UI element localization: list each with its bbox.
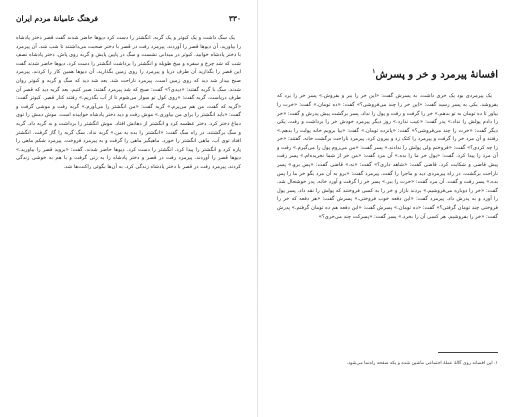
left-page-header [16,14,241,28]
footnote-rule [438,352,498,353]
left-page [0,0,257,417]
chapter-title-text: افسانهٔ پیرمرد و خر و پسرش [375,69,498,81]
right-page-body [277,92,498,221]
chapter-title [277,68,498,80]
footnote: ۱. این افسانه روی گالهٔ عملهٔ اجتماعی ماشین شده و یکه صفحه راه‌نما می‌شود. [346,361,498,366]
page-number: ۳۳۰ [228,14,241,23]
right-page-header [277,14,498,28]
left-page-body [16,34,241,172]
paragraph: یک پیرمردی بود یک خری داشت. به پسرش گفت: «این خر را ببر و بفروش.» پسر خر را برد که بفروشد. یکی به پسر رسید گفت: «این خر را چند می‌فروشی؟» گفت: «ده تومان.» گفت: «خرت را بیاور تا ده تومان به تو بدهم.» خر را گرفت و رفت و پول را نداد. پسر برگشت پیش پدرش و گفت: «خر را دادم پولش را نداد.» پدر گفت: «عیب ندارد.» روز دیگر پیرمرد خودش خر را برداشت و رفت. یکی دیگر گفت: «خرت را چند می‌فروشی؟» گفت: «پانزده تومان.» گفت: «بیا برویم خانه پولت را بدهم.» رفتند و آن مرد خر را گرفت و پیرمرد را کتک زد و بیرون کرد. پیرمرد ناراحت برگشت خانه. گفتند: «خر را چه کردی؟» گفت: «فروختم ولی پولش را ندادند.» پسر گفت: «من می‌روم پول را می‌گیرم.» رفت و آن مرد را پیدا کرد. گفت: «پول خر ما را بده.» آن مرد گفت: «من خر از شما نخریده‌ام.» پسر رفت پیش قاضی و شکایت کرد. قاضی گفت: «شاهد داری؟» گفت: «نه.» قاضی گفت: «پس برو.» پسر ناراحت برگشت. در راه پیرمردی دید و ماجرا را گفت. پیرمرد گفت: «برو به آن مرد بگو خر ما را پس بده.» پسر رفت و گفت. آن مرد گفت: «خرت را ببر.» پسر خر را گرفت و آورد خانه. پدر خوشحال شد. گفت: «خر را دوباره می‌فروشیم.» بردند بازار و خر را به کسی فروختند که پولش را نقد داد. پسر پول را آورد و به پدرش داد. پیرمرد گفت: «این دفعه خوب فروختی.» پسرش گفت: «هر دفعه که خر را فروختی چند تومان گرفتی؟» گفت: «ده تومان.» پسرش گفت: «این دفعه هم ده تومان گرفتم.» پدرش گفت: «خر را بفروشیم. هر کسی آن را بخرد.» پسر گفت: «پسرکت چند می‌خری؟» [277,93,498,220]
right-page [257,0,514,417]
paragraph: یک سگ داشت و یک کبوتر و یک گربه. انگشتر را دست کرد دیوها حاضر شدند گفت قصر دختر پادشاه را بیاورید. آن دیوها قصر را آوردند. پیرمرد رفت در قصر با دختر صحبت می‌داشتند تا شب شد. آن پیرمرد با دختر پادشاه خوابید. کبوتر در میدانی نشست و سگ در پایین پایش و گربه روی پاش. دختر پادشاه نصف شب که شد چرخ و سفره و میخ طویله و انگشتر را برداشت انگشتر را دست کرد، دیوها حاضر شدند گفت این قصر را بگذارید آن طرف دریا و پیرمرد را روی زمین بگذارید. آن دیوها همین کار را کردند. پیرمرد صبح بیدار شد دید که روی زمین است. پیرمرد ناراحت شد. بعد شد دید که سگ و گربه و کبوتر روان شدند. سگ با گربه گفتند: «دیدی؟» گفت: صبح که شد پیرمرد گفتند: صبر کنیم. بعد گربه دید که قصر آن طرف دریاست. گربه گفت: «روی کول تو سوار می‌شوم تا از آب بگذریم.» رفتند کنار قصر. کبوتر گفت: «گربه که گفت، من هم می‌پرم.» گربه گفت: «من انگشتر را می‌آورم.» گربه رفت و موشی گرفت و گفت: «باید انگشتر را برای من بیاوری.» موش رفت و دید دختر پادشاه خوابیده است. موش دمش را توی دماغ دختر کرد. دختر عطسه کرد و انگشتر از دهانش افتاد. موش انگشتر را برداشت و به گربه داد. گربه و سگ برگشتند. در راه سگ گفت: «انگشتر را بده به من.» گربه نداد. سگ گربه را گاز گرفت. انگشتر افتاد توی آب. ماهی انگشتر را خورد. ماهیگیر ماهی را گرفت و به پیرمرد فروخت. پیرمرد شکم ماهی را پاره کرد و انگشتر را پیدا کرد. انگشتر را دست کرد. دیوها حاضر شدند. گفت: «بروید قصر را بیاورید.» دیوها قصر را آوردند. پیرمرد رفت در قصر و دختر پادشاه را به زنی گرفت و با هم به خوشی زندگی کردند. پیرمرد رفت در قصر با دختر پادشاه زندگی کرد. به آن‌ها بگوئی راکنت‌ها شد. [16,35,241,170]
footnote-marker: ۱ [372,68,376,75]
running-title: فرهنگ عامیانهٔ مردم ایران [16,14,98,23]
